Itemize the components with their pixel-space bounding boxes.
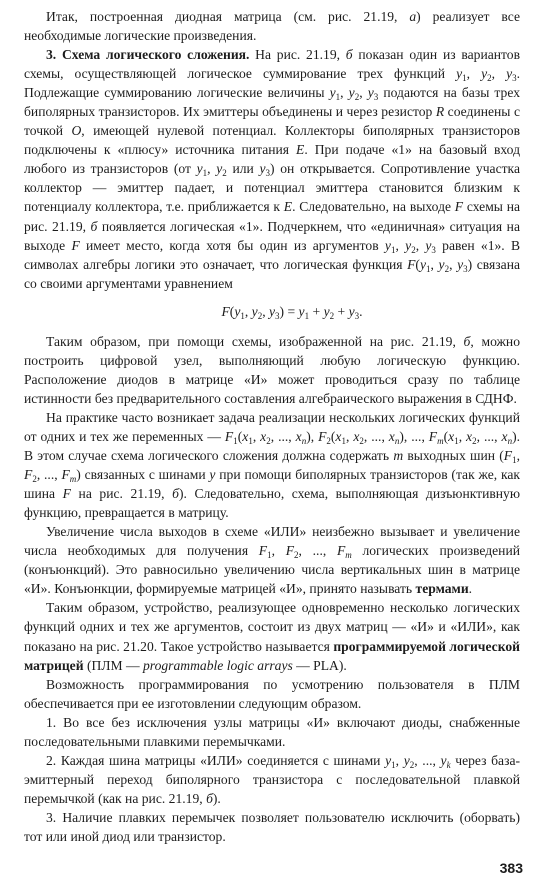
paragraph-digital-node: Таким образом, при помощи схемы, изображенной на рис. 21.19, б, можно построить цифровой узел, выполняющий любую логическую функцию. Расположение диодов в матрице «И» может проводиться сразу по таблице истинности без предварительного составления алгебраического выражения в СДНФ. [24, 333, 520, 406]
paragraph-or-outputs: Увеличение числа выходов в схеме «ИЛИ» неизбежно вызывает и увеличение числа необходимых для получения $F_1$, $F_2$, ..., $F_m$ логических произведений (конъюнкций). Это равносильно увеличению числа вертикальных шин в матрице «И». Конъюнкции, формируемые матрицей «И», принято называть термами. [24, 524, 521, 597]
page-number: 383 [499, 860, 523, 876]
pla-keyword: программируемой логической матрицей [24, 638, 520, 673]
term-keyword: термами [415, 581, 469, 597]
list-item-1: 1. Во все без исключения узлы матрицы «И» включают диоды, снабженные последовательными плавкими перемычками. [24, 714, 520, 749]
paragraph-intro: Итак, построенная диодная матрица (см. рис. 21.19, а) реализует все необходимые логические произведения. [24, 9, 520, 44]
paragraph-multiple-functions: На практике часто возникает задача реализации нескольких логических функций от одних и тех же переменных — $F_1(x_1$, $x_2$, ..., $x_n$), $F_2(x_1$, $x_2$, ..., $x_n$), ..., $F_m(x_1$, $x_2$, ..., $x_n$). В этом случае схема логического сложения должна содержать m выходных шин ($F_1$, $F_2$, ..., $F_m$) связанных с шинами y при помощи биполярных транзисторов (так же, как шина F на рис. 21.19, б). Следовательно, схема, выполняющая дизъюнктивную функцию, превращается в матрицу. [24, 409, 521, 521]
paragraph-section-3: 3. Схема логического сложения. На рис. 21.19, б показан один из вариантов схемы, осуществляющей логическое суммирование трех функций $y_1$, $y_2$, $y_3$. Подлежащие суммированию логические величины $y_1$, $y_2$, $y_3$ подаются на базы трех биполярных транзисторов. Их эмиттеры объединены и через резистор R соединены с точкой O, имеющей нулевой потенциал. Коллекторы биполярных транзисторов подключены к «плюсу» источника питания E. При подаче «1» на базовый вход любого из транзисторов (от $y_1$, $y_2$ или $y_3$) он открывается. Сопротивление участка коллектор — эмиттер падает, и потенциал эмиттера становится близким к потенциалу коллектора, т.е. приближается к E. Следовательно, на выходе F схемы на рис. 21.19, б появляется логическая «1». Подчеркнем, что «единичная» ситуация на выходе F имеет место, когда хотя бы один из аргументов $y_1$, $y_2$, $y_3$ равен «1». В символах алгебры логики это означает, что логическая функция $F(y_1$, $y_2$, $y_3$) связана со своими аргументами уравнением [24, 47, 521, 291]
section-heading: 3. Схема логического сложения. [46, 47, 250, 63]
paragraph-pla-definition: Таким образом, устройство, реализующее одновременно несколько логических функций одних и тех же аргументов, состоит из двух матриц — «И» и «ИЛИ», как показано на рис. 21.20. Такое устройство называется программируемой логической матрицей (ПЛМ — programmable logic arrays — PLA). [24, 600, 520, 673]
list-item-3: 3. Наличие плавких перемычек позволяет пользователю исключить (оборвать) тот или иной диод или транзистор. [24, 809, 520, 844]
book-page-text [24, 7, 520, 846]
paragraph-programming: Возможность программирования по усмотрению пользователя в ПЛМ обеспечивается при ее изготовлении следующим образом. [24, 676, 520, 711]
formula-logical-sum: $F(y_1$, $y_2$, $y_3) = y_1 + y_2 + y_3$. [221, 303, 363, 321]
list-item-2: 2. Каждая шина матрицы «ИЛИ» соединяется с шинами $y_1$, $y_2$, ..., $y_k$ через база-эмиттерный переход биполярного транзистора с последовательной плавкой перемычкой (как на рис. 21.19, б). [24, 752, 521, 806]
